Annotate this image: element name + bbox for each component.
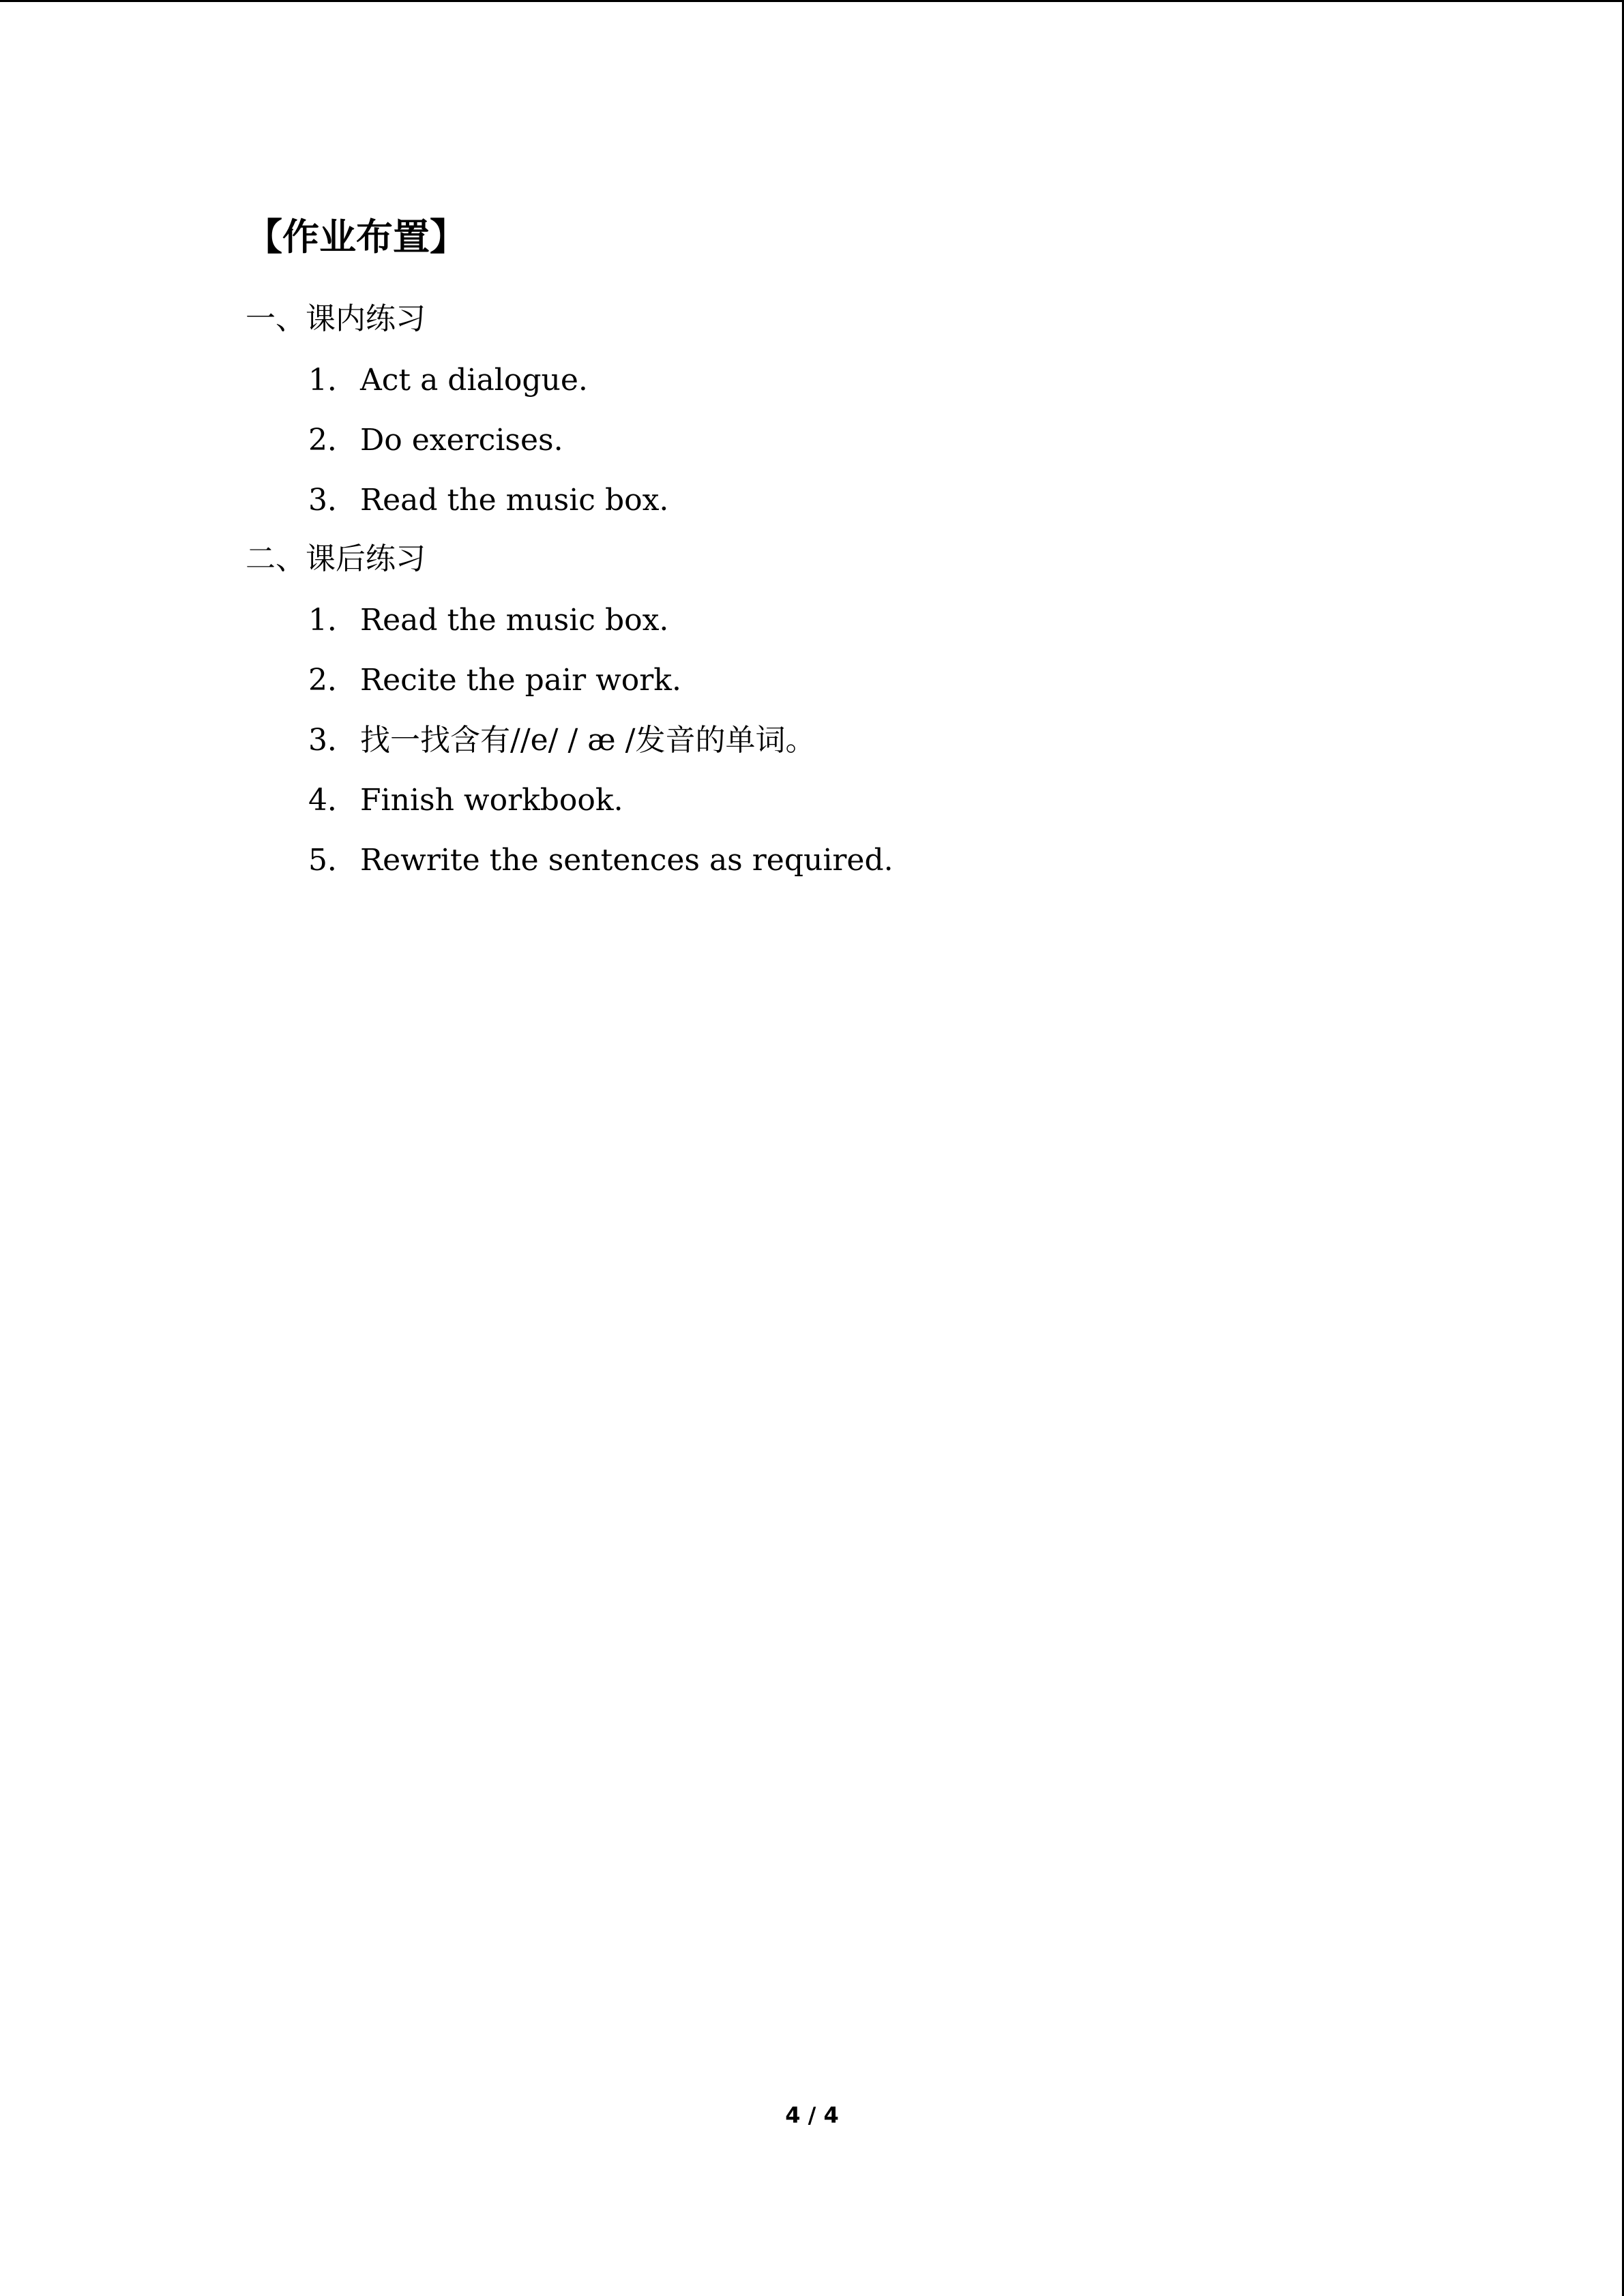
- list-item-text: Finish workbook.: [360, 783, 623, 818]
- list-item-number: 2．: [308, 663, 357, 698]
- list-item: [308, 601, 668, 640]
- page-title: 【作业布置】: [246, 215, 467, 258]
- page-border-top: [0, 0, 1624, 2]
- page-number: 4 / 4: [785, 2102, 839, 2128]
- list-item: [308, 841, 894, 880]
- list-item-text: Do exercises.: [360, 423, 563, 458]
- list-item-number: 4．: [308, 783, 357, 818]
- list-item: [308, 721, 815, 760]
- list-item: [308, 781, 623, 820]
- list-item-number: 1．: [308, 363, 357, 398]
- list-item-text: Rewrite the sentences as required.: [360, 843, 894, 878]
- list-item-number: 1．: [308, 603, 357, 638]
- list-item-number: 2．: [308, 423, 357, 458]
- list-item-text: Act a dialogue.: [360, 363, 588, 398]
- list-item-text: 找一找含有//e/ / æ /发音的单词。: [360, 723, 816, 758]
- list-item-number: 5．: [308, 843, 357, 878]
- list-item: [308, 481, 668, 520]
- list-item: [308, 421, 563, 460]
- list-item-number: 3．: [308, 723, 357, 758]
- list-item-number: 3．: [308, 483, 357, 518]
- list-item: [308, 661, 681, 700]
- section-heading-in-class: 一、课内练习: [246, 301, 426, 336]
- list-item: [308, 361, 588, 400]
- list-item-text: Read the music box.: [360, 483, 669, 518]
- list-item-text: Recite the pair work.: [360, 663, 681, 698]
- section-heading-after-class: 二、课后练习: [246, 541, 426, 576]
- list-item-text: Read the music box.: [360, 603, 669, 638]
